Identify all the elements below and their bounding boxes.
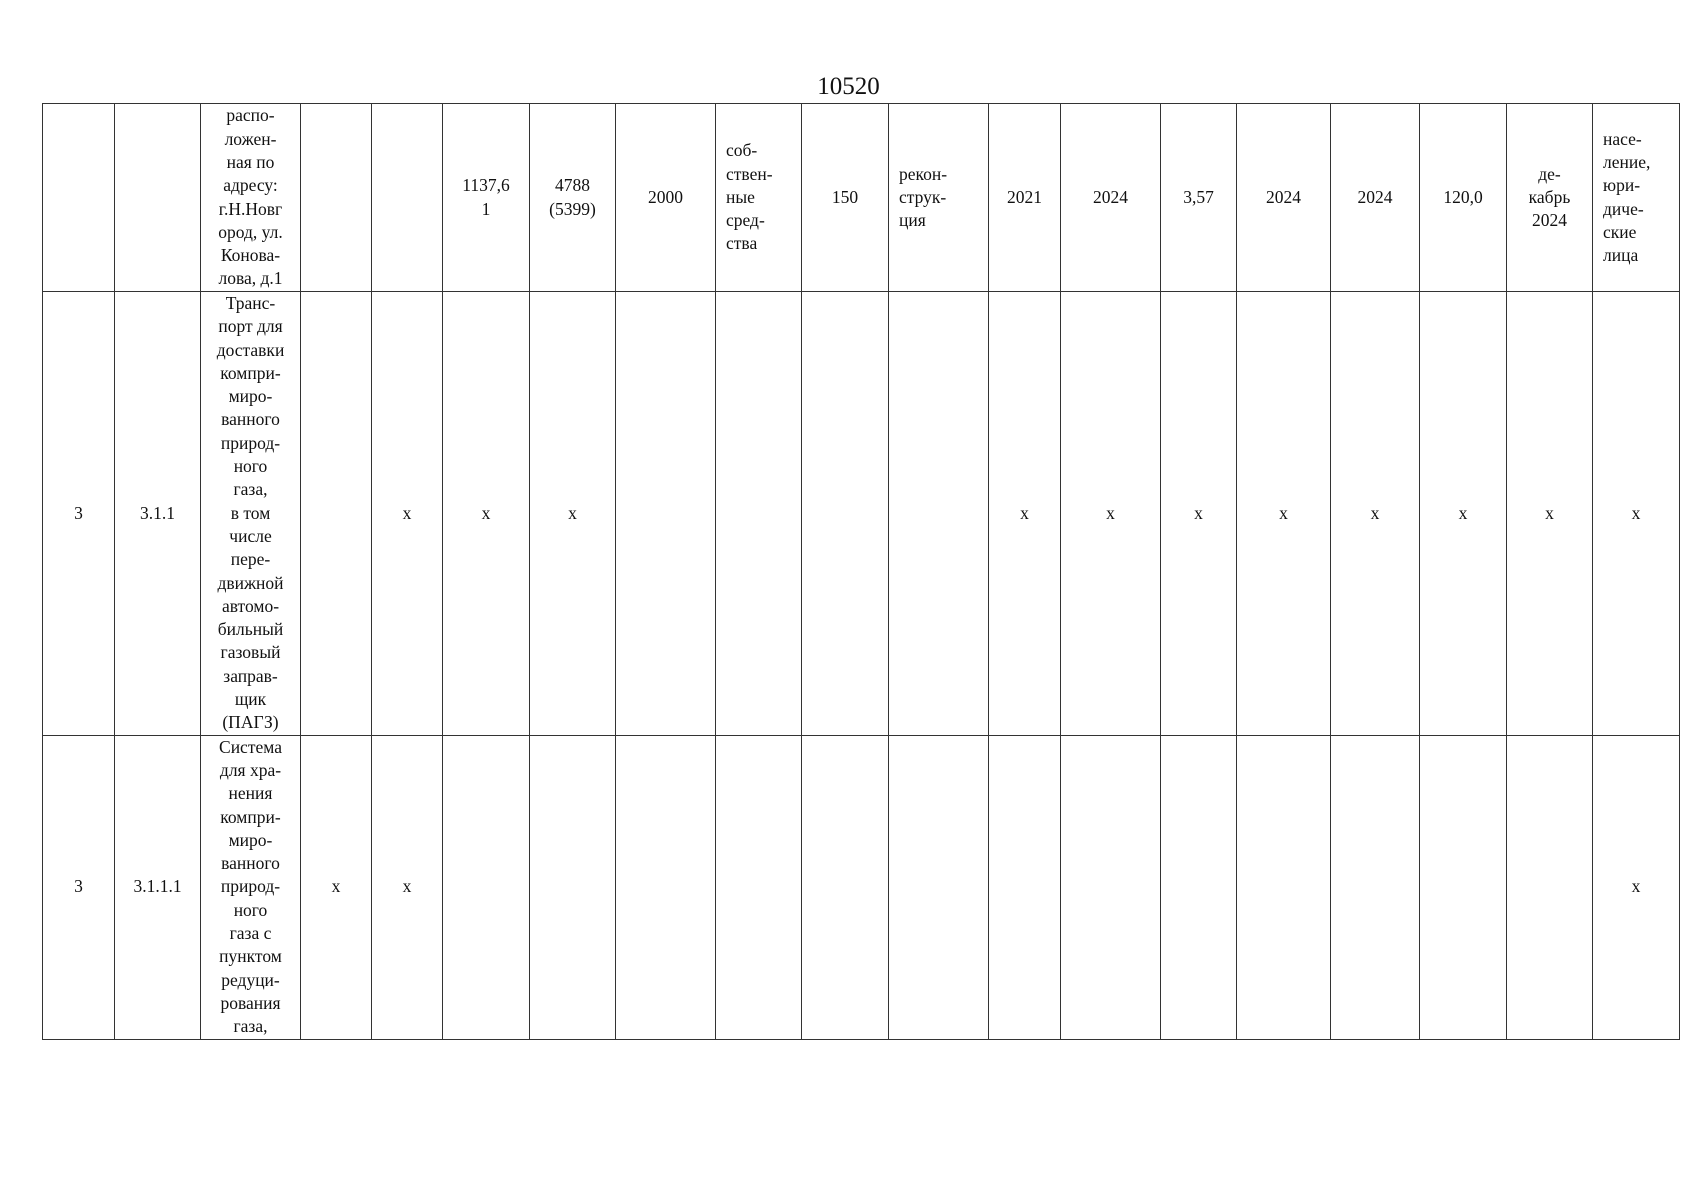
cell-col-4 [301,104,372,292]
cell-col-6: х [443,292,530,736]
cell-col-10 [802,735,889,1039]
cell-col-12 [989,735,1061,1039]
cell-col-11 [889,292,989,736]
cell-col-19: х [1593,735,1680,1039]
cell-col-15 [1237,735,1331,1039]
cell-index: 3 [43,735,115,1039]
cell-col-18: де- кабрь 2024 [1507,104,1593,292]
page-number: 10520 [817,73,880,100]
cell-col-6: 1137,6 1 [443,104,530,292]
cell-col-5 [372,104,443,292]
cell-col-14 [1161,735,1237,1039]
cell-col-10 [802,292,889,736]
cell-col-9: соб- ствен- ные сред- ства [716,104,802,292]
cell-col-15: 2024 [1237,104,1331,292]
cell-col-9 [716,735,802,1039]
cell-col-14: х [1161,292,1237,736]
cell-col-5: х [372,735,443,1039]
data-table [42,103,1680,1040]
cell-col-4 [301,292,372,736]
cell-object-name: Транс- порт для доставки компри- миро- ванного природ- ного газа, в том числе пере- движной автомо- бильный газовый заправ- щик (ПАГЗ) [201,292,301,736]
cell-col-4: х [301,735,372,1039]
table-row [43,292,1680,736]
cell-col-15: х [1237,292,1331,736]
cell-col-19: х [1593,292,1680,736]
cell-col-7: х [530,292,616,736]
table-row [43,735,1680,1039]
cell-col-18 [1507,735,1593,1039]
cell-col-13: х [1061,292,1161,736]
cell-col-11: рекон- струк- ция [889,104,989,292]
cell-col-13: 2024 [1061,104,1161,292]
cell-col-8 [616,292,716,736]
table-row [43,104,1680,292]
cell-col-16: 2024 [1331,104,1420,292]
cell-index [43,104,115,292]
cell-col-12: х [989,292,1061,736]
cell-col-16: х [1331,292,1420,736]
cell-col-16 [1331,735,1420,1039]
cell-code: 3.1.1.1 [115,735,201,1039]
cell-code [115,104,201,292]
cell-col-17 [1420,735,1507,1039]
cell-col-12: 2021 [989,104,1061,292]
cell-code: 3.1.1 [115,292,201,736]
cell-col-8 [616,735,716,1039]
cell-col-14: 3,57 [1161,104,1237,292]
cell-object-name: распо- ложен- ная по адресу: г.Н.Новг ород, ул. Конова- лова, д.1 [201,104,301,292]
cell-col-6 [443,735,530,1039]
cell-col-17: 120,0 [1420,104,1507,292]
cell-col-11 [889,735,989,1039]
cell-col-9 [716,292,802,736]
cell-col-17: х [1420,292,1507,736]
cell-col-7 [530,735,616,1039]
cell-col-18: х [1507,292,1593,736]
cell-index: 3 [43,292,115,736]
cell-col-7: 4788 (5399) [530,104,616,292]
cell-object-name: Система для хра- нения компри- миро- ванного природ- ного газа с пунктом редуци- рования газа, [201,735,301,1039]
cell-col-5: х [372,292,443,736]
cell-col-8: 2000 [616,104,716,292]
cell-col-10: 150 [802,104,889,292]
cell-col-19: насе- ление, юри- диче- ские лица [1593,104,1680,292]
cell-col-13 [1061,735,1161,1039]
